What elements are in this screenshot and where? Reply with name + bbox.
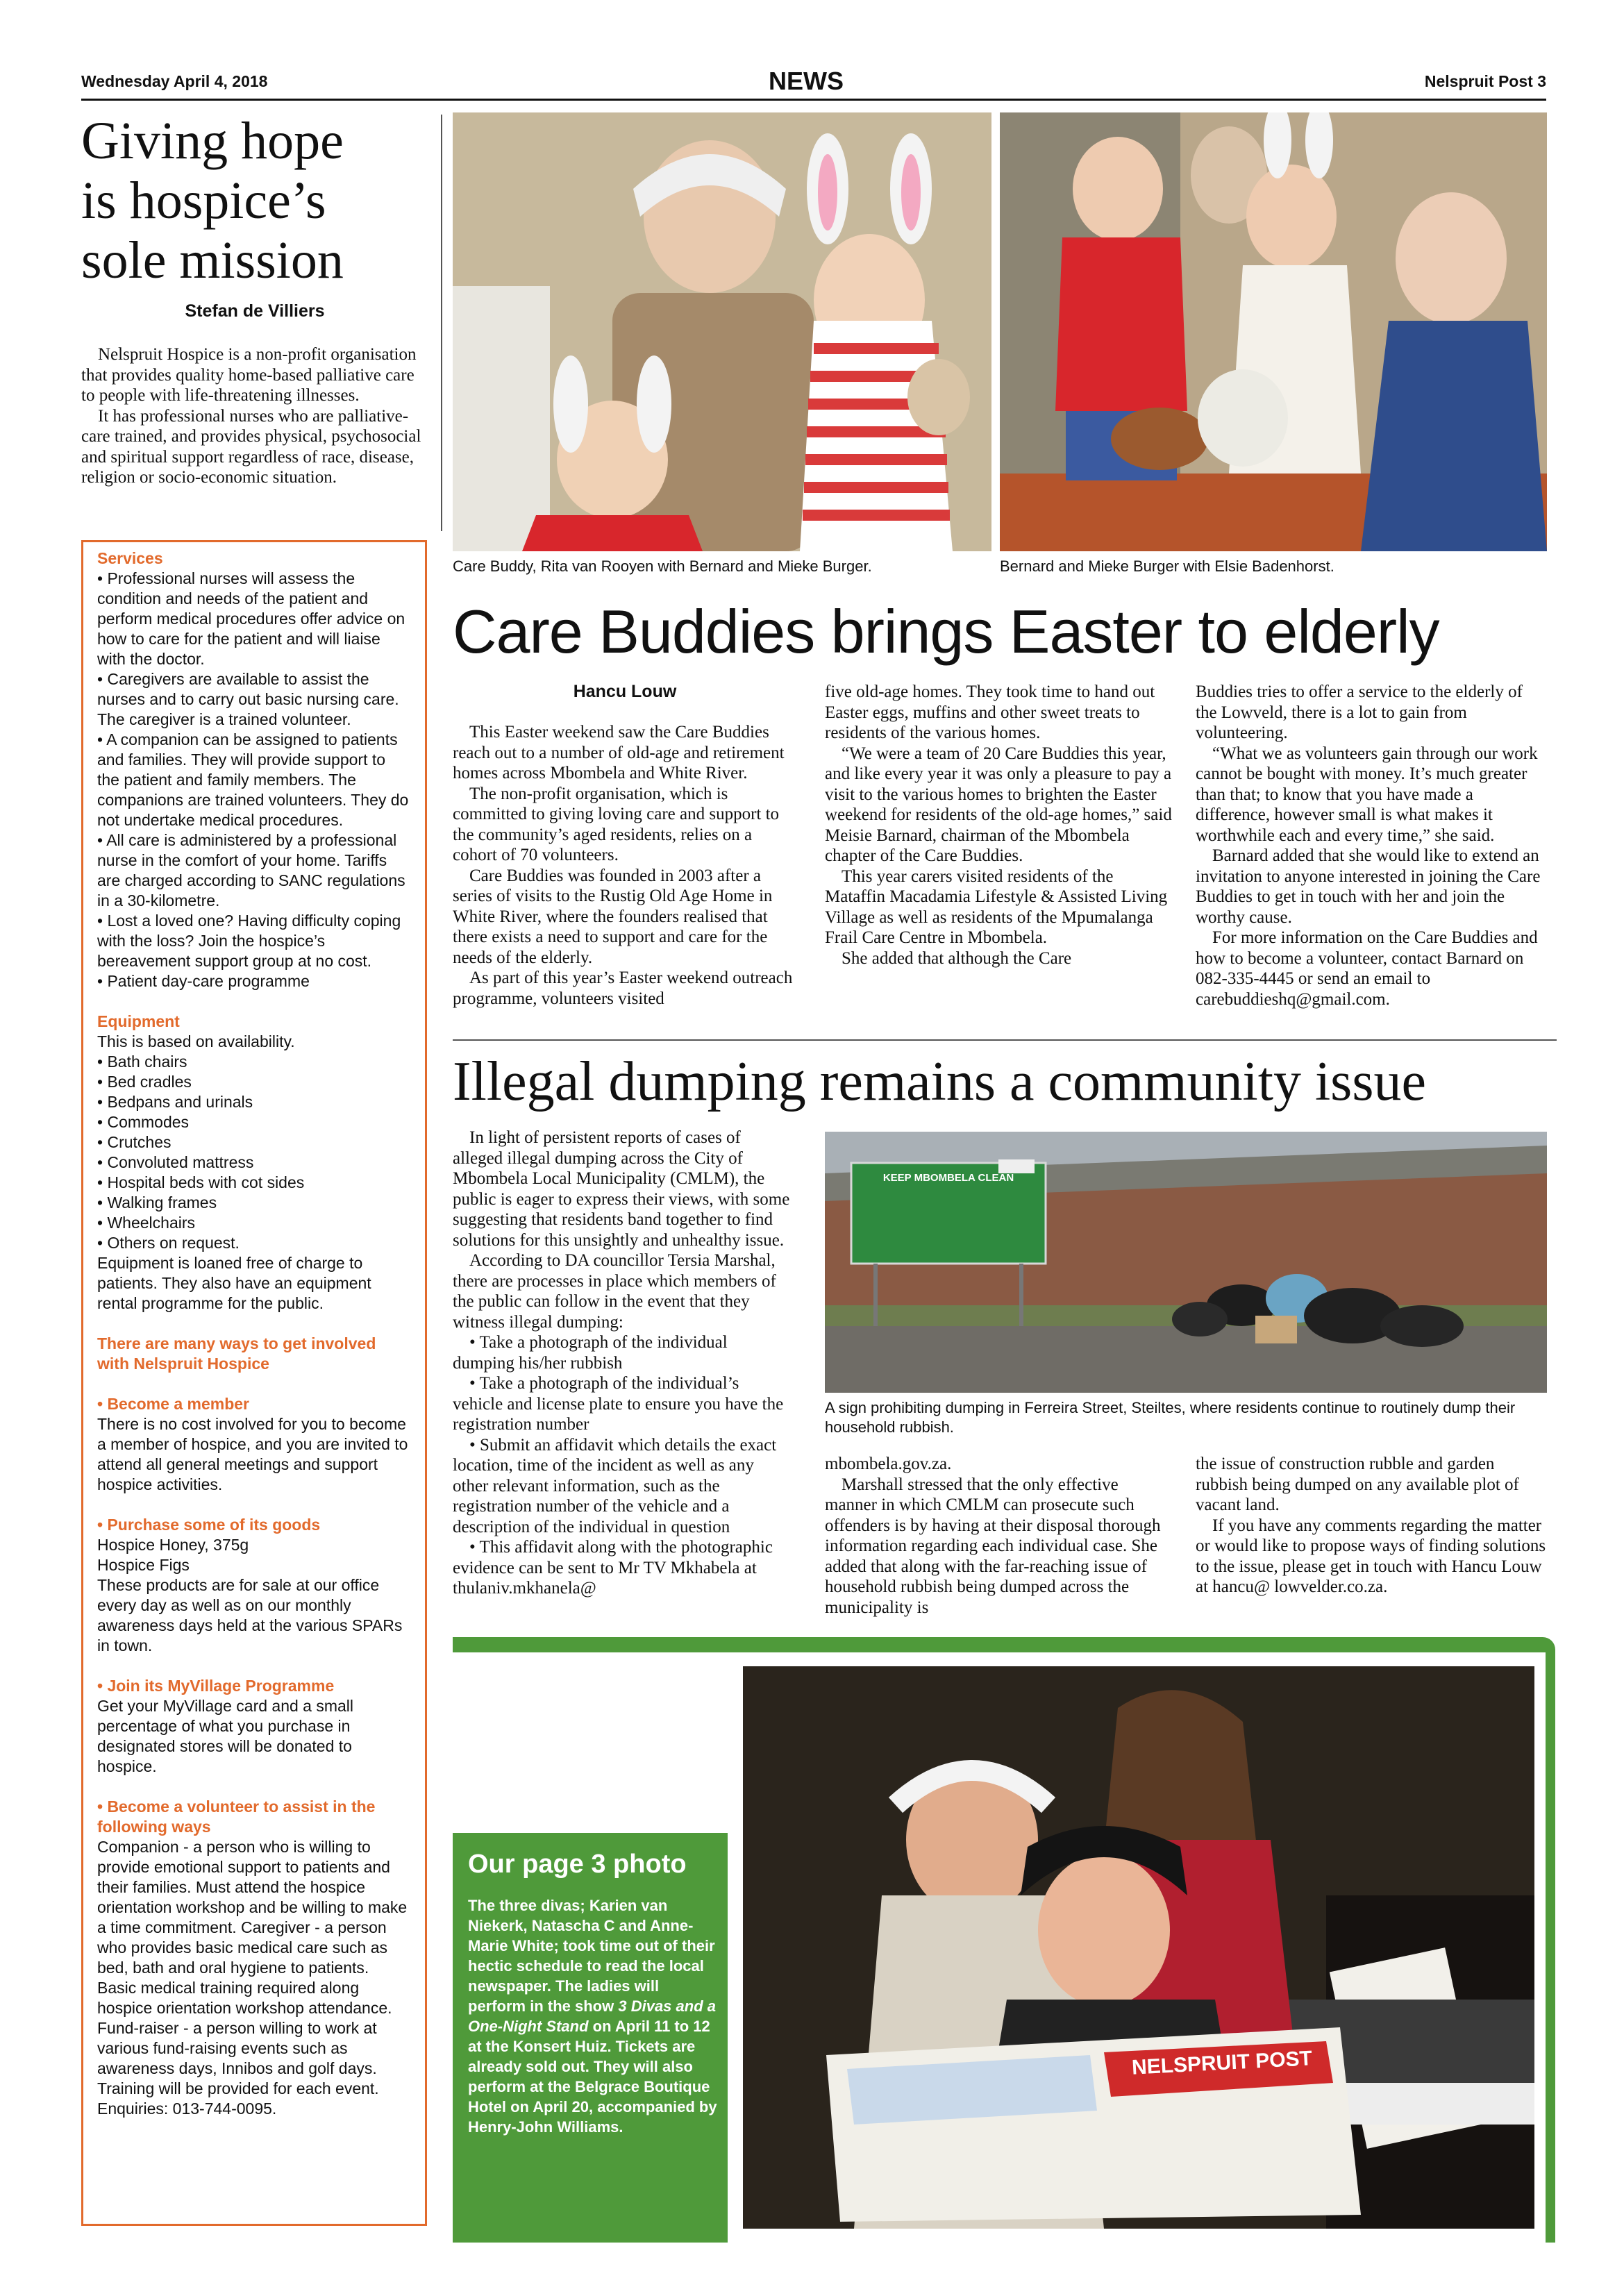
list-item: • Others on request. <box>97 1233 411 1253</box>
page3-heading: Our page 3 photo <box>468 1850 687 1879</box>
photo-illustration <box>825 1132 1547 1393</box>
list-item: • Bedpans and urinals <box>97 1092 411 1112</box>
paragraph: mbombela.gov.za. <box>825 1455 952 1473</box>
column-divider <box>441 115 442 531</box>
section-rule <box>453 1039 1557 1041</box>
list-item: • All care is administered by a professional nurse in the comfort of your home. Tariffs are charged according to SANC regulations in a 30-kilometre. <box>97 830 411 911</box>
paragraph: • Take a photograph of the individual’s vehicle and license plate to ensure you have the registration number <box>453 1374 784 1434</box>
myvillage-text: Get your MyVillage card and a small percentage of what you purchase in designated stores will be donated to hospice. <box>97 1697 354 1775</box>
care-caption-right: Bernard and Mieke Burger with Elsie Badenhorst. <box>1000 558 1334 575</box>
paragraph: Care Buddies was founded in 2003 after a series of visits to the Rustig Old Age Home in White River, where the founders realised that there exists a need to support and care for the needs of the elderly. <box>453 866 773 967</box>
page3-right-bar <box>1546 1652 1555 2243</box>
myvillage-heading: • Join its MyVillage Programme <box>97 1677 335 1695</box>
list-item: • Walking frames <box>97 1193 411 1213</box>
goods-item: Hospice Figs <box>97 1556 190 1574</box>
hospice-info-content <box>97 548 411 2119</box>
paragraph: Marshall stressed that the only effective manner in which CMLM can prosecute such offenders is by having at their disposal thorough information regarding each individual case. She added that along with the far-reaching issue of household rubbish being dumped across the municipality is <box>825 1475 1161 1617</box>
care-caption-left: Care Buddy, Rita van Rooyen with Bernard and Mieke Burger. <box>453 558 872 575</box>
page3-photo <box>743 1666 1534 2229</box>
dumping-caption: A sign prohibiting dumping in Ferreira Street, Steiltes, where residents continue to routinely dump their household rubbish. <box>825 1399 1516 1436</box>
page3-text-part: on April 11 to 12 at the Konsert Huiz. Tickets are already sold out. They will also perform at the Belgrace Boutique Hotel on April 20, accompanied by Henry-John Williams. <box>468 2018 717 2136</box>
paragraph: Nelspruit Hospice is a non-profit organisation that provides quality home-based palliative care to people with life-threatening illnesses. <box>81 345 417 405</box>
care-photo-right <box>1000 112 1547 551</box>
headline-line: is hospice’s <box>81 171 326 230</box>
hospice-headline <box>81 111 442 290</box>
page3-text-part: The three divas; Karien van Niekerk, Natascha C and Anne-Marie White; took time out of their hectic schedule to read the local newspaper. The ladies will perform in the show <box>468 1897 715 2015</box>
dumping-headline: Illegal dumping remains a community issue <box>453 1051 1426 1112</box>
hospice-intro <box>81 344 428 488</box>
page3-top-bar <box>453 1637 1555 1652</box>
issue-date: Wednesday April 4, 2018 <box>81 72 268 90</box>
care-headline: Care Buddies brings Easter to elderly <box>453 597 1439 666</box>
paragraph: “What we as volunteers gain through our work cannot be bought with money. It’s much greater than that; to know that you have made a difference, however small is what makes it worthwhile each and every time,” she said. <box>1196 744 1538 845</box>
paragraph: Buddies tries to offer a service to the elderly of the Lowveld, there is a lot to gain from volunteering. <box>1196 682 1523 742</box>
member-text: There is no cost involved for you to become a member of hospice, and you are invited to attend all general meetings and support hospice activities. <box>97 1415 408 1493</box>
paragraph: According to DA councillor Tersia Marshal, there are processes in place which members of the public can follow in the event that they witness illegal dumping: <box>453 1251 776 1332</box>
list-item: • Lost a loved one? Having difficulty coping with the loss? Join the hospice’s bereavement support group at no cost. <box>97 911 411 971</box>
paragraph: “We were a team of 20 Care Buddies this year, and like every year it was only a pleasure to pay a visit to the various homes to brighten the Easter weekend for residents of the old-age homes,” said Meisie Barnard, chairman of the Mbombela chapter of the Care Buddies. <box>825 744 1172 865</box>
section-label: NEWS <box>769 67 844 95</box>
paragraph: It has professional nurses who are palliative-care trained, and provides physical, psychosocial and spiritual support regardless of race, disease, religion or socio-economic situation. <box>81 406 421 487</box>
list-item: • Hospital beds with cot sides <box>97 1173 411 1193</box>
paragraph: Barnard added that she would like to extend an invitation to anyone interested in joining the Care Buddies to get in touch with her and join the worthy cause. <box>1196 846 1541 927</box>
headline-line: sole mission <box>81 231 344 290</box>
paragraph: the issue of construction rubble and garden rubbish being dumped on any available plot of vacant land. <box>1196 1455 1519 1514</box>
list-item: • Commodes <box>97 1112 411 1132</box>
member-heading: • Become a member <box>97 1395 249 1413</box>
equipment-heading: Equipment <box>97 1012 180 1030</box>
care-column-3 <box>1196 682 1547 1009</box>
list-item: • Crutches <box>97 1132 411 1153</box>
dumping-column-1 <box>453 1128 793 1599</box>
paragraph: In light of persistent reports of cases of alleged illegal dumping across the City of Mbombela Local Municipality (CMLM), the public is eager to express their views, with some suggesting that residents band together to find solutions for this unsightly and unhealthy issue. <box>453 1128 790 1250</box>
paragraph: • This affidavit along with the photographic evidence can be sent to Mr TV Mkhabela at thulaniv.mkhanela@ <box>453 1538 773 1598</box>
paragraph: If you have any comments regarding the matter or would like to propose ways of finding solutions to the issue, please get in touch with Hancu Louw at hancu@ lowvelder.co.za. <box>1196 1516 1546 1596</box>
paragraph: She added that although the Care <box>842 948 1072 968</box>
list-item: • Patient day-care programme <box>97 971 411 991</box>
care-column-2 <box>825 682 1172 969</box>
dumping-sign-text: KEEP MBOMBELA CLEAN <box>882 1172 1014 1184</box>
ways-heading: There are many ways to get involved with Nelspruit Hospice <box>97 1334 376 1373</box>
volunteer-heading: • Become a volunteer to assist in the following ways <box>97 1798 376 1836</box>
goods-heading: • Purchase some of its goods <box>97 1516 321 1534</box>
list-item: • Bed cradles <box>97 1072 411 1092</box>
list-item: • A companion can be assigned to patients and families. They will provide support to the patient and family members. The companions are trained volunteers. They do not undertake medical procedures. <box>97 730 411 830</box>
list-item: • Bath chairs <box>97 1052 411 1072</box>
equipment-intro: This is based on availability. <box>97 1032 295 1050</box>
page3-text <box>468 1895 718 2137</box>
equipment-note: Equipment is loaned free of charge to patients. They also have an equipment rental programme for the public. <box>97 1254 371 1312</box>
dumping-column-2 <box>825 1454 1172 1618</box>
paragraph: five old-age homes. They took time to hand out Easter eggs, muffins and other sweet treats to residents of the various homes. <box>825 682 1155 742</box>
list-item: • Wheelchairs <box>97 1213 411 1233</box>
list-item: • Professional nurses will assess the condition and needs of the patient and perform medical procedures offer advice on how to care for the patient and will liaise with the doctor. <box>97 569 411 669</box>
dumping-photo <box>825 1132 1547 1393</box>
paper-name-page: Nelspruit Post 3 <box>1424 72 1546 90</box>
care-byline: Hancu Louw <box>573 682 677 701</box>
paragraph: As part of this year’s Easter weekend outreach programme, volunteers visited <box>453 969 793 1008</box>
paragraph: • Submit an affidavit which details the exact location, time of the incident as well as any other relevant information, such as the registration number of the vehicle and a description of the individual in question <box>453 1435 777 1536</box>
services-heading: Services <box>97 549 163 567</box>
care-column-1 <box>453 722 797 1009</box>
goods-item: Hospice Honey, 375g <box>97 1536 249 1554</box>
newspaper-masthead: NELSPRUIT POST <box>1131 2047 1313 2079</box>
list-item: • Caregivers are available to assist the nurses and to carry out basic nursing care. The caregiver is a trained volunteer. <box>97 669 411 730</box>
paragraph: This year carers visited residents of the Mataffin Macadamia Lifestyle & Assisted Living Village as well as residents of the Mpumalanga Frail Care Centre in Mbombela. <box>825 866 1168 947</box>
header-rule <box>81 99 1546 101</box>
photo-illustration <box>453 112 991 551</box>
paragraph: This Easter weekend saw the Care Buddies reach out to a number of old-age and retirement homes across Mbombela and White River. <box>453 723 785 782</box>
page-header <box>81 67 1546 97</box>
list-item: • Convoluted mattress <box>97 1153 411 1173</box>
photo-illustration <box>743 1666 1534 2229</box>
paragraph: • Take a photograph of the individual dumping his/her rubbish <box>453 1333 728 1373</box>
volunteer-text: Companion - a person who is willing to provide emotional support to patients and their families. Must attend the hospice orientation workshop and be willing to make a time commitment. Caregiver - a person who provides basic medical care such as bed, bath and oral hygiene to patients. Basic medical training required along hospice orientation workshop attendance. Fund-raiser - a person willing to work at various fund-raising events such as awareness days, Innibos and golf days. Training will be provided for each event. Enquiries: 013-744-0095. <box>97 1838 408 2118</box>
hospice-byline: Stefan de Villiers <box>185 301 325 321</box>
headline-line: Giving hope <box>81 112 344 170</box>
paragraph: The non-profit organisation, which is committed to giving loving care and support to the community’s aged residents, relies on a cohort of 70 volunteers. <box>453 784 780 864</box>
dumping-column-3 <box>1196 1454 1547 1598</box>
photo-illustration <box>1000 112 1547 551</box>
page3-show-title: 3 Divas and a One-Night Stand <box>468 1997 716 2035</box>
care-photo-left <box>453 112 991 551</box>
goods-text: These products are for sale at our office every day as well as on our monthly awareness days held at the various SPARs in town. <box>97 1576 403 1654</box>
paragraph: For more information on the Care Buddies and how to become a volunteer, contact Barnard on 082-335-4445 or send an email to carebuddieshq@gmail.com. <box>1196 928 1538 1009</box>
